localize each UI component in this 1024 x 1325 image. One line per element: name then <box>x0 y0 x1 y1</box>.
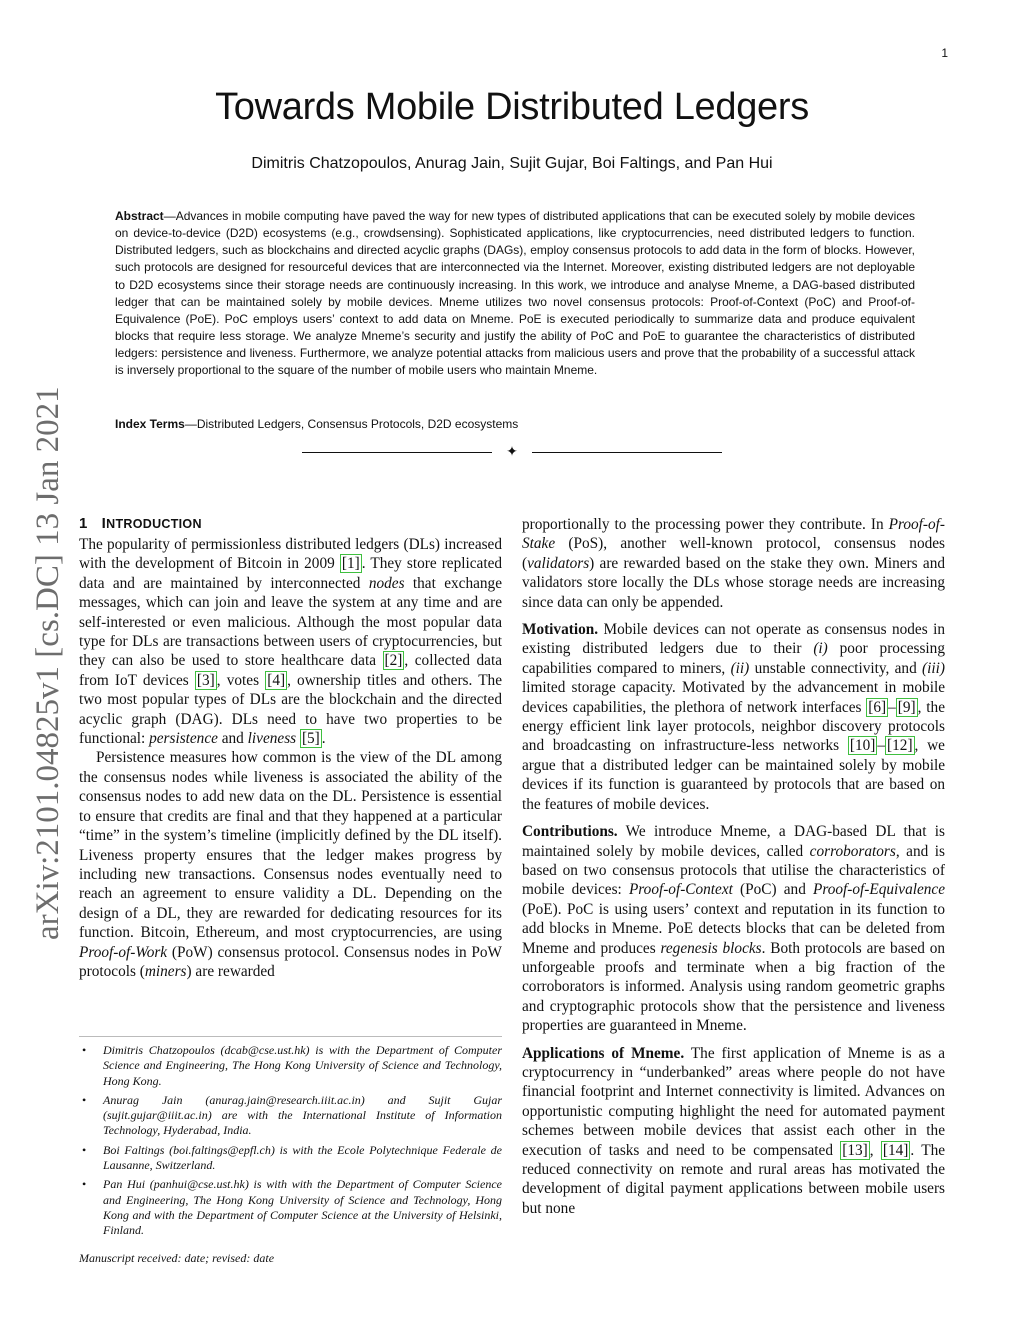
index-terms <box>115 417 915 431</box>
italic-term: regenesis blocks <box>660 939 762 957</box>
footnote-text: Boi Faltings (boi.faltings@epfl.ch) is with the Ecole Polytechnique Federale de Lausanne, Switzerland. <box>103 1142 502 1173</box>
citation-link[interactable]: [5] <box>301 730 320 748</box>
abstract-label: Abstract <box>115 209 164 223</box>
paragraph-heading: Applications of Mneme. <box>522 1044 685 1062</box>
bullet-icon: • <box>82 1177 87 1192</box>
citation-link[interactable]: [3] <box>196 671 215 689</box>
section-heading-introduction <box>79 515 202 532</box>
text-run: , collected data from IoT devices <box>79 652 502 689</box>
footnotes <box>79 1043 502 1266</box>
intro-paragraph-1 <box>79 535 502 748</box>
citation-link[interactable]: [9] <box>897 698 916 716</box>
bullet-icon: • <box>82 1043 87 1057</box>
text-run: . <box>321 730 326 748</box>
index-terms-text: —Distributed Ledgers, Consensus Protocols, D2D ecosystems <box>184 417 519 431</box>
text-run: , we argue that a distributed ledger can be maintained solely by mobile devices if its function is guaranteed by protocols that are based on the features of mobile devices. <box>522 737 945 813</box>
text-run: unstable connectivity, and <box>749 659 923 677</box>
footnote-item <box>79 1043 502 1089</box>
footnote-item <box>79 1143 502 1174</box>
applications-paragraph <box>522 1044 945 1219</box>
abstract-text: —Advances in mobile computing have paved the way for new types of distributed applications that can be executed solely by mobile devices on device-to-device (D2D) ecosystems (e.g., crowdsensing). Sophisticated applications, like cryptocurrencies, need distributed ledgers to function. Distributed ledgers, such as blockchains and directed acyclic graphs (DAGs), employ consensus protocols to add data in the form of blocks. However, such protocols are designed for resourceful devices that are interconnected via the Internet. Moreover, existing distributed ledgers are not deployable to D2D ecosystems since their storage needs are continuously increasing. In this work, we introduce and analyse Mneme, a DAG-based distributed ledger that can be maintained solely by mobile devices. Mneme utilizes two novel consensus protocols: Proof-of-Context (PoC) and Proof-of-Equivalence (PoE). PoC employs users’ context to add data on Mneme. PoE is executed periodically to summarize data and produce equivalent blocks that require less storage. We analyze Mneme’s security and justify the ability of PoC and PoE to guarantee the characteristics of distributed ledgers: persistence and liveness. Furthermore, we analyze potential attacks from malicious users and prove that the probability of a successful attack is inversely proportional to the square of the number of mobile users who maintain Mneme. <box>115 209 915 378</box>
footnote-rule <box>79 1036 502 1037</box>
italic-term: miners <box>144 962 187 980</box>
text-run: , and is based on two consensus protocols that utilise the characteristics of mobile devices: <box>522 842 945 899</box>
text-run: ) are rewarded <box>186 962 275 980</box>
left-column <box>79 535 502 981</box>
text-run: The first application of Mneme is as a cryptocurrency in “underbanked” areas where people do not have financial footprint and Internet connectivity is limited. Advances on opportunistic computing highlight the need for automated payment schemes between mobile devices that assist each other in the execution of tasks and need to be compensated <box>522 1044 945 1159</box>
section-divider <box>302 444 722 462</box>
contributions-paragraph <box>522 822 945 1035</box>
abstract <box>115 208 915 380</box>
divider-rule-left <box>302 452 492 453</box>
italic-term: validators <box>527 554 590 572</box>
manuscript-note: Manuscript received: date; revised: date <box>79 1250 275 1265</box>
author-list: Dimitris Chatzopoulos, Anurag Jain, Sujit Gujar, Boi Faltings, and Pan Hui <box>251 155 773 172</box>
text-run: . They store replicated data and are maintained by interconnected <box>79 555 503 592</box>
section-title-initial: I <box>101 515 107 532</box>
italic-term: persistence <box>149 730 218 748</box>
footnote-text: Pan Hui (panhui@cse.ust.hk) is with with the Department of Computer Science and Engineering, The Hong Kong University of Science and Technology, Hong Kong and with the Department of Computer Science at the University of Helsinki, Finland. <box>103 1177 502 1238</box>
section-number: 1 <box>79 515 88 532</box>
text-run: limited storage capacity. Motivated by the advancement in mobile devices capabilities, the plethora of network interfaces <box>522 679 945 716</box>
text-run: , votes <box>216 671 266 689</box>
text-run: , <box>869 1141 881 1159</box>
text-run: poor processing capabilities compared to miners, <box>522 640 945 677</box>
italic-term: liveness <box>247 730 297 748</box>
italic-term: Proof-of-Context <box>628 881 733 899</box>
footnote-item <box>79 1177 502 1238</box>
footnote-item <box>79 1093 502 1139</box>
right-column <box>522 515 945 1218</box>
italic-term: Proof-of-Equivalence <box>813 881 945 899</box>
footnote-text: Dimitris Chatzopoulos (dcab@cse.ust.hk) is with the Department of Computer Science and Engineering, The Hong Kong University of Science and Technology, Hong Kong. <box>103 1043 502 1088</box>
citation-link[interactable]: [13] <box>842 1141 868 1159</box>
page-number: 1 <box>941 46 948 60</box>
citation-link[interactable]: [6] <box>868 698 887 716</box>
text-run: ) are rewarded based on the stake they own. Miners and validators store locally the DLs whose storage needs are increasing since data can only be appended. <box>522 554 945 611</box>
citation-link[interactable]: [4] <box>267 671 286 689</box>
text-run: , the energy efficient link layer protocols, neighbor discovery protocols and broadcasting on infrastructure-less networks <box>522 698 945 755</box>
italic-term: (i) <box>813 640 828 658</box>
text-run: Persistence measures how common is the view of the DL among the consensus nodes while liveness is associated the ability of the consensus nodes to add new data on the DL. Persistence is essential to ensure that credits are final and that they happened at a particular “time” in the system’s timeline (implicitly defined by the DL itself). Liveness property ensures that the ledger makes progress by including new transactions. Consensus nodes eventually need to reach an agreement to ensure validity a DL. Depending on the design of a DL, they are rewarded for dedicating resources for its function. Bitcoin, Ethereum, and most cryptocurrencies, are using <box>79 749 502 942</box>
divider-star-icon: ✦ <box>506 445 518 460</box>
arxiv-identifier-stamp: arXiv:2101.04825v1 [cs.DC] 13 Jan 2021 <box>30 386 66 940</box>
text-run: that exchange messages, which can join and leave the system at any time and are self-interested or even malicious. Although the most popular data type for DLs are transactions between users of cryptocurrencies, but they can also be used to store healthcare data <box>79 574 502 670</box>
text-run: The popularity of permissionless distributed ledgers (DLs) increased with the development of Bitcoin in 2009 <box>79 536 502 573</box>
citation-link[interactable]: [2] <box>384 652 403 670</box>
text-run: (PoE). PoC is using users’ context and reputation in its function to add blocks in Mneme. PoE detects blocks that can be deleted from Mneme and produces <box>522 900 945 957</box>
paper-title: Towards Mobile Distributed Ledgers <box>215 86 809 128</box>
italic-term: (iii) <box>922 659 945 677</box>
index-terms-label: Index Terms <box>115 417 185 431</box>
citation-link[interactable]: [1] <box>341 555 360 573</box>
bullet-icon: • <box>82 1142 87 1157</box>
section-title-rest: NTRODUCTION <box>106 517 202 531</box>
text-run: – <box>888 698 896 716</box>
text-run: Mobile devices can not operate as consensus nodes in existing distributed ledgers due to their <box>522 621 945 658</box>
text-run: proportionally to the processing power they contribute. In <box>522 516 889 533</box>
text-run: . The reduced connectivity on remote and rural areas has motivated the development of digital payment applications between mobile users but none <box>522 1141 946 1217</box>
intro-paragraph-2 <box>79 748 502 981</box>
italic-term: Proof-of-Work <box>79 943 168 961</box>
text-run: We introduce Mneme, a DAG-based DL that is maintained solely by mobile devices, called <box>522 823 945 860</box>
motivation-paragraph <box>522 620 945 814</box>
footnote-text: Anurag Jain (anurag.jain@research.iiit.ac.in) and Sujit Gujar (sujit.gujar@iiit.ac.in) are with the International Institute of Information Technology, Hyderabad, India. <box>103 1092 502 1138</box>
text-run: (PoW) consensus protocol. Consensus nodes in PoW protocols ( <box>79 943 502 980</box>
text-run: (PoS), another well-known protocol, consensus nodes ( <box>522 535 945 572</box>
text-run: , ownership titles and others. The two most popular types of DLs are the blockchain and the directed acyclic graph (DAG). DLs need to have two properties to be functional: <box>79 671 502 748</box>
italic-term: (ii) <box>730 659 750 677</box>
divider-rule-right <box>532 452 722 453</box>
paragraph-heading: Contributions. <box>522 823 618 841</box>
italic-term: nodes <box>368 574 405 592</box>
text-run: . Both protocols are based on unforgeable proofs and terminate when a big fraction of the corroborators is informed. Analysis using random geometric graphs and cryptographic protocols show that the persistence and liveness properties are guaranteed in Mneme. <box>522 939 945 1035</box>
italic-term: corroborators <box>809 842 896 860</box>
citation-link[interactable]: [12] <box>887 737 913 755</box>
text-run: – <box>877 737 886 755</box>
bullet-icon: • <box>82 1092 87 1107</box>
text-run: and <box>217 730 248 748</box>
intro-paragraph-continued <box>522 515 945 612</box>
text-run: (PoC) and <box>732 881 814 899</box>
italic-term: Proof-of-Stake <box>522 516 945 553</box>
citation-link[interactable]: [14] <box>882 1141 909 1159</box>
citation-link[interactable]: [10] <box>849 737 876 755</box>
paragraph-heading: Motivation. <box>522 621 599 639</box>
